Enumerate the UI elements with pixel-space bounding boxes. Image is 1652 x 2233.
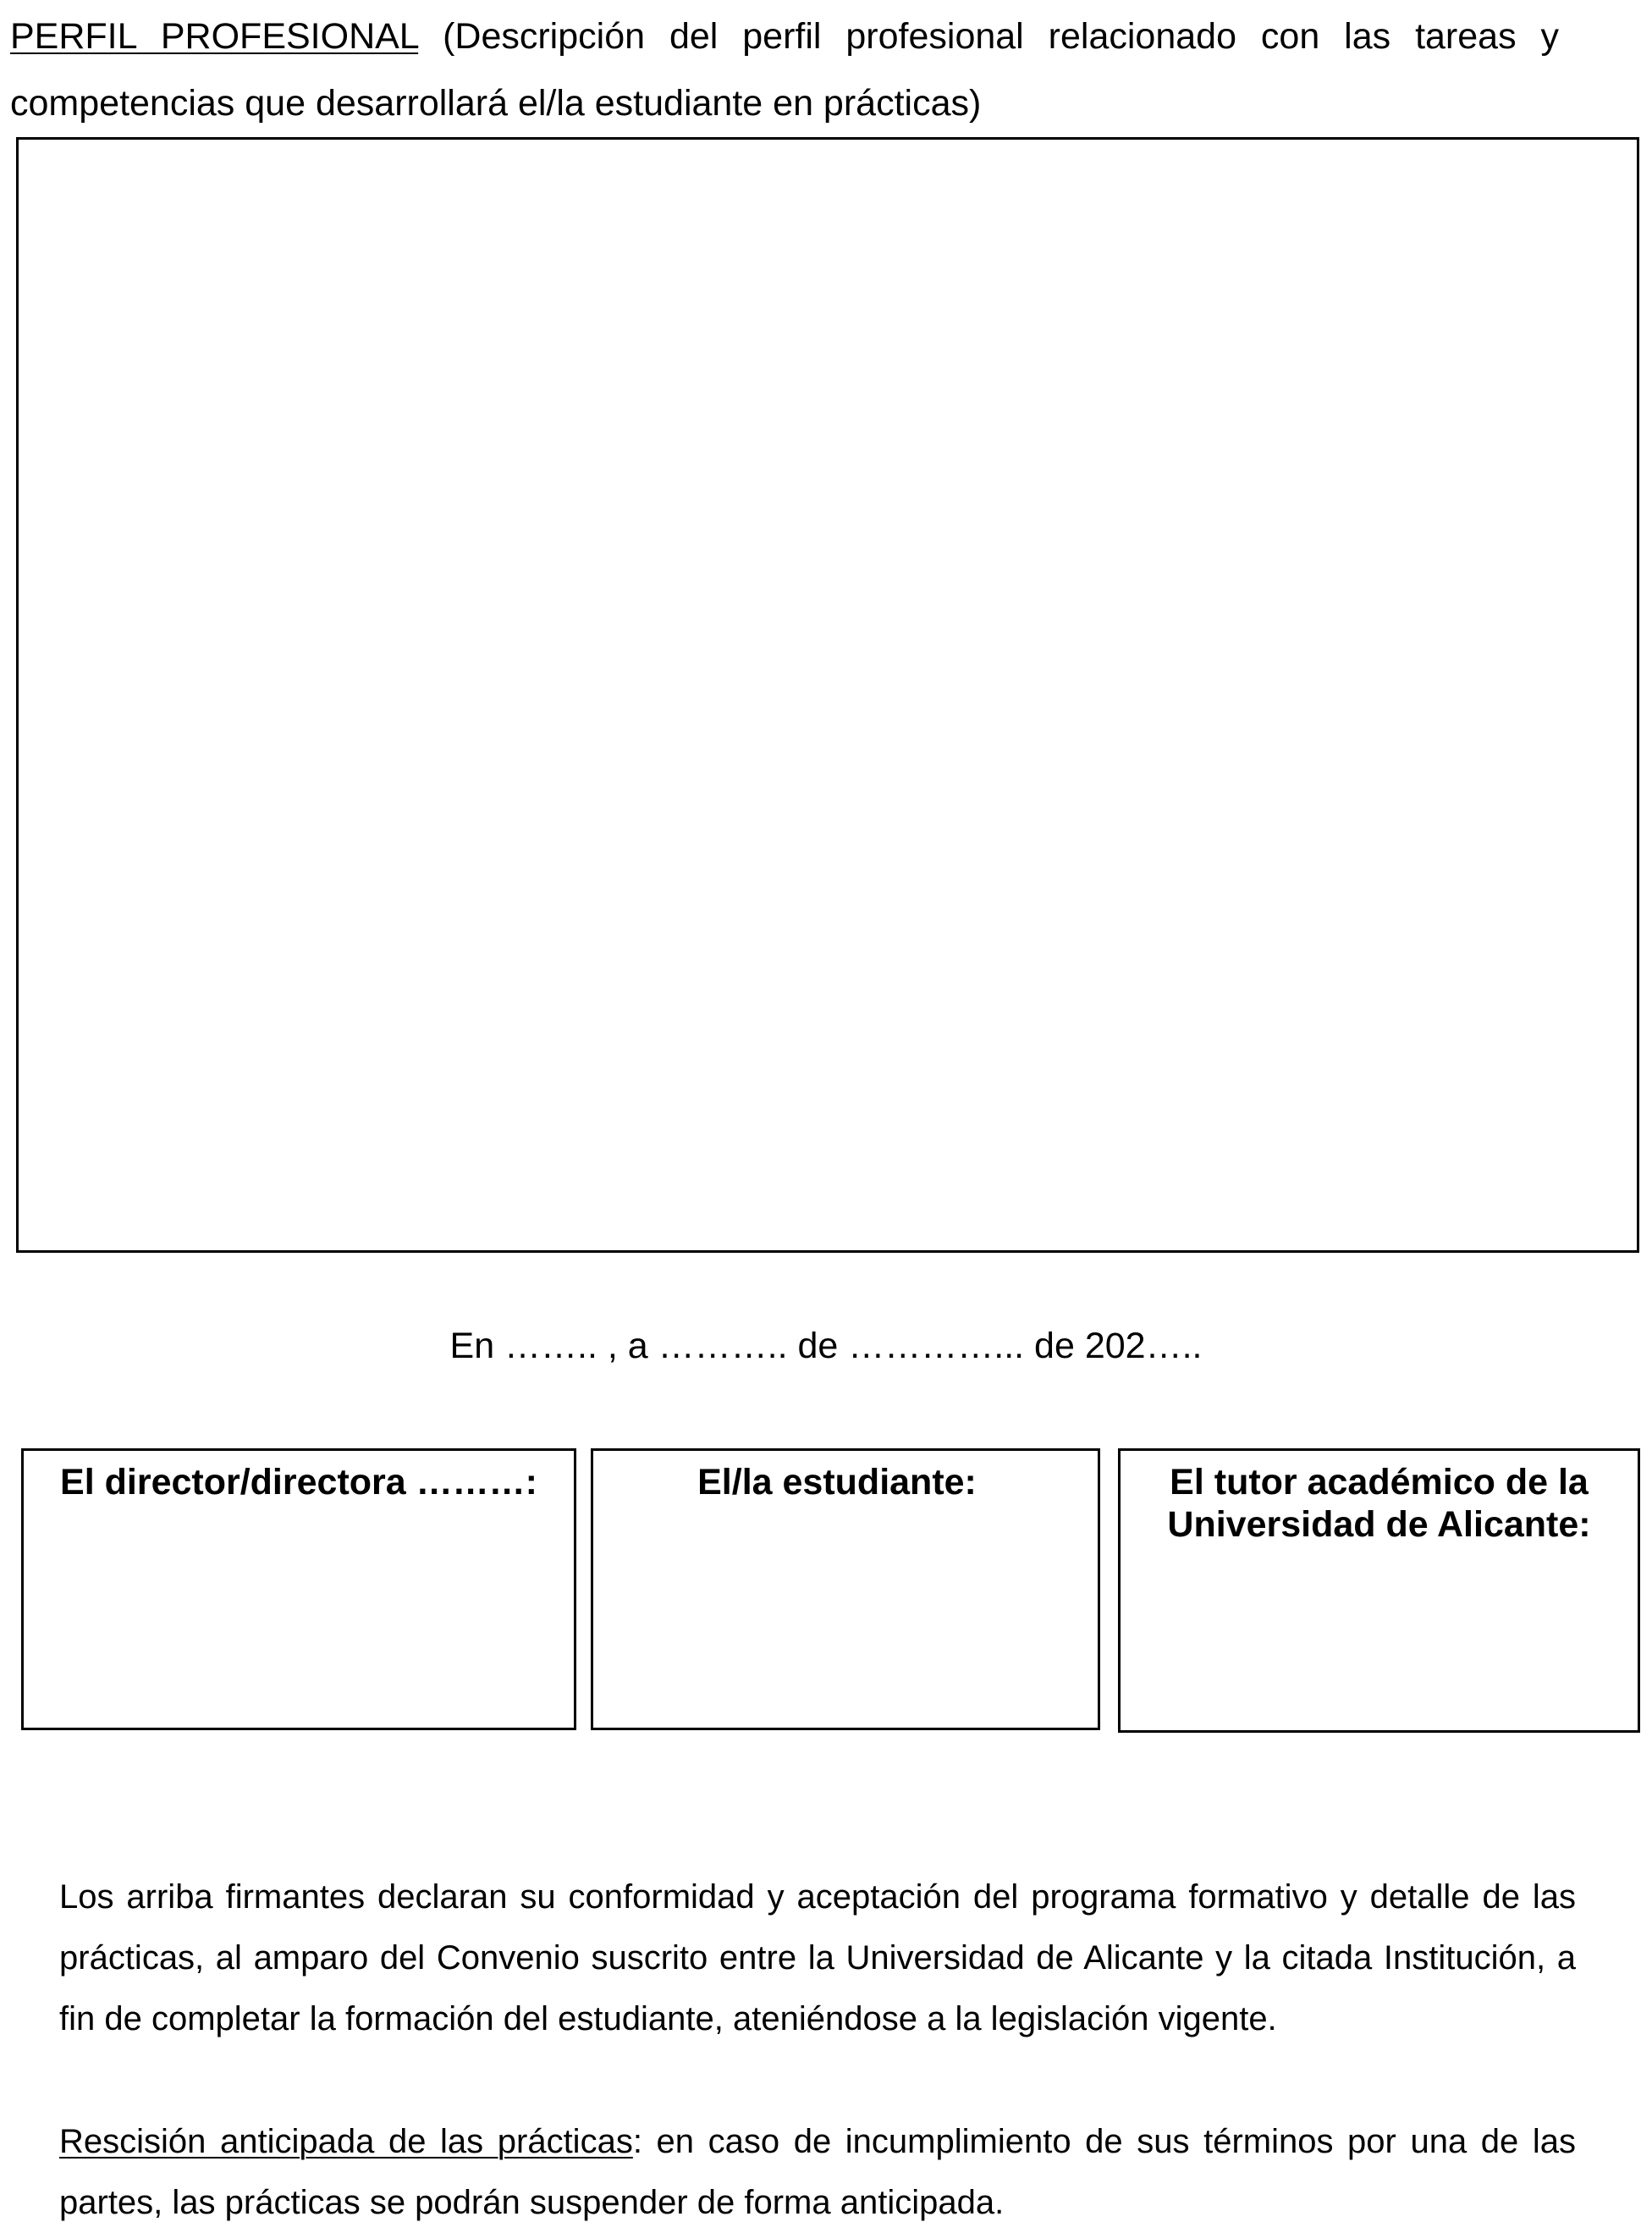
student-signature-box[interactable] xyxy=(591,1448,1100,1730)
academic-tutor-signature-box[interactable] xyxy=(1118,1448,1640,1733)
profile-description-field[interactable] xyxy=(16,137,1639,1253)
profile-heading xyxy=(10,3,1559,137)
student-signature-label: El/la estudiante: xyxy=(697,1462,977,1502)
director-signature-box[interactable] xyxy=(21,1448,576,1730)
rescission-text: : en caso de incumplimiento de sus términos por una de las partes, las prácticas se podrán suspender de forma anticipada. xyxy=(59,2123,1577,2221)
rescission-paragraph xyxy=(59,2111,1576,2233)
declaration-paragraph: Los arriba firmantes declaran su conformidad y aceptación del programa formativo y detalle de las prácticas, al amparo del Convenio suscrito entre la Universidad de Alicante y la citada Institución, a fin de completar la formación del estudiante, ateniéndose a la legislación vigente. xyxy=(59,1878,1576,2037)
director-signature-label: El director/directora ………: xyxy=(60,1462,537,1502)
profile-heading-title: PERFIL PROFESIONAL xyxy=(10,16,419,57)
academic-tutor-signature-label: El tutor académico de la Universidad de Alicante: xyxy=(1167,1462,1591,1545)
date-place-line: En …….. , a ……….. de …………... de 202….. xyxy=(449,1326,1203,1366)
rescission-title: Rescisión anticipada de las prácticas xyxy=(59,2123,633,2160)
profile-heading-description: (Descripción del perfil profesional relacionado con las tareas y competencias que desarrollará el/la estudiante en prácticas) xyxy=(10,16,1559,124)
